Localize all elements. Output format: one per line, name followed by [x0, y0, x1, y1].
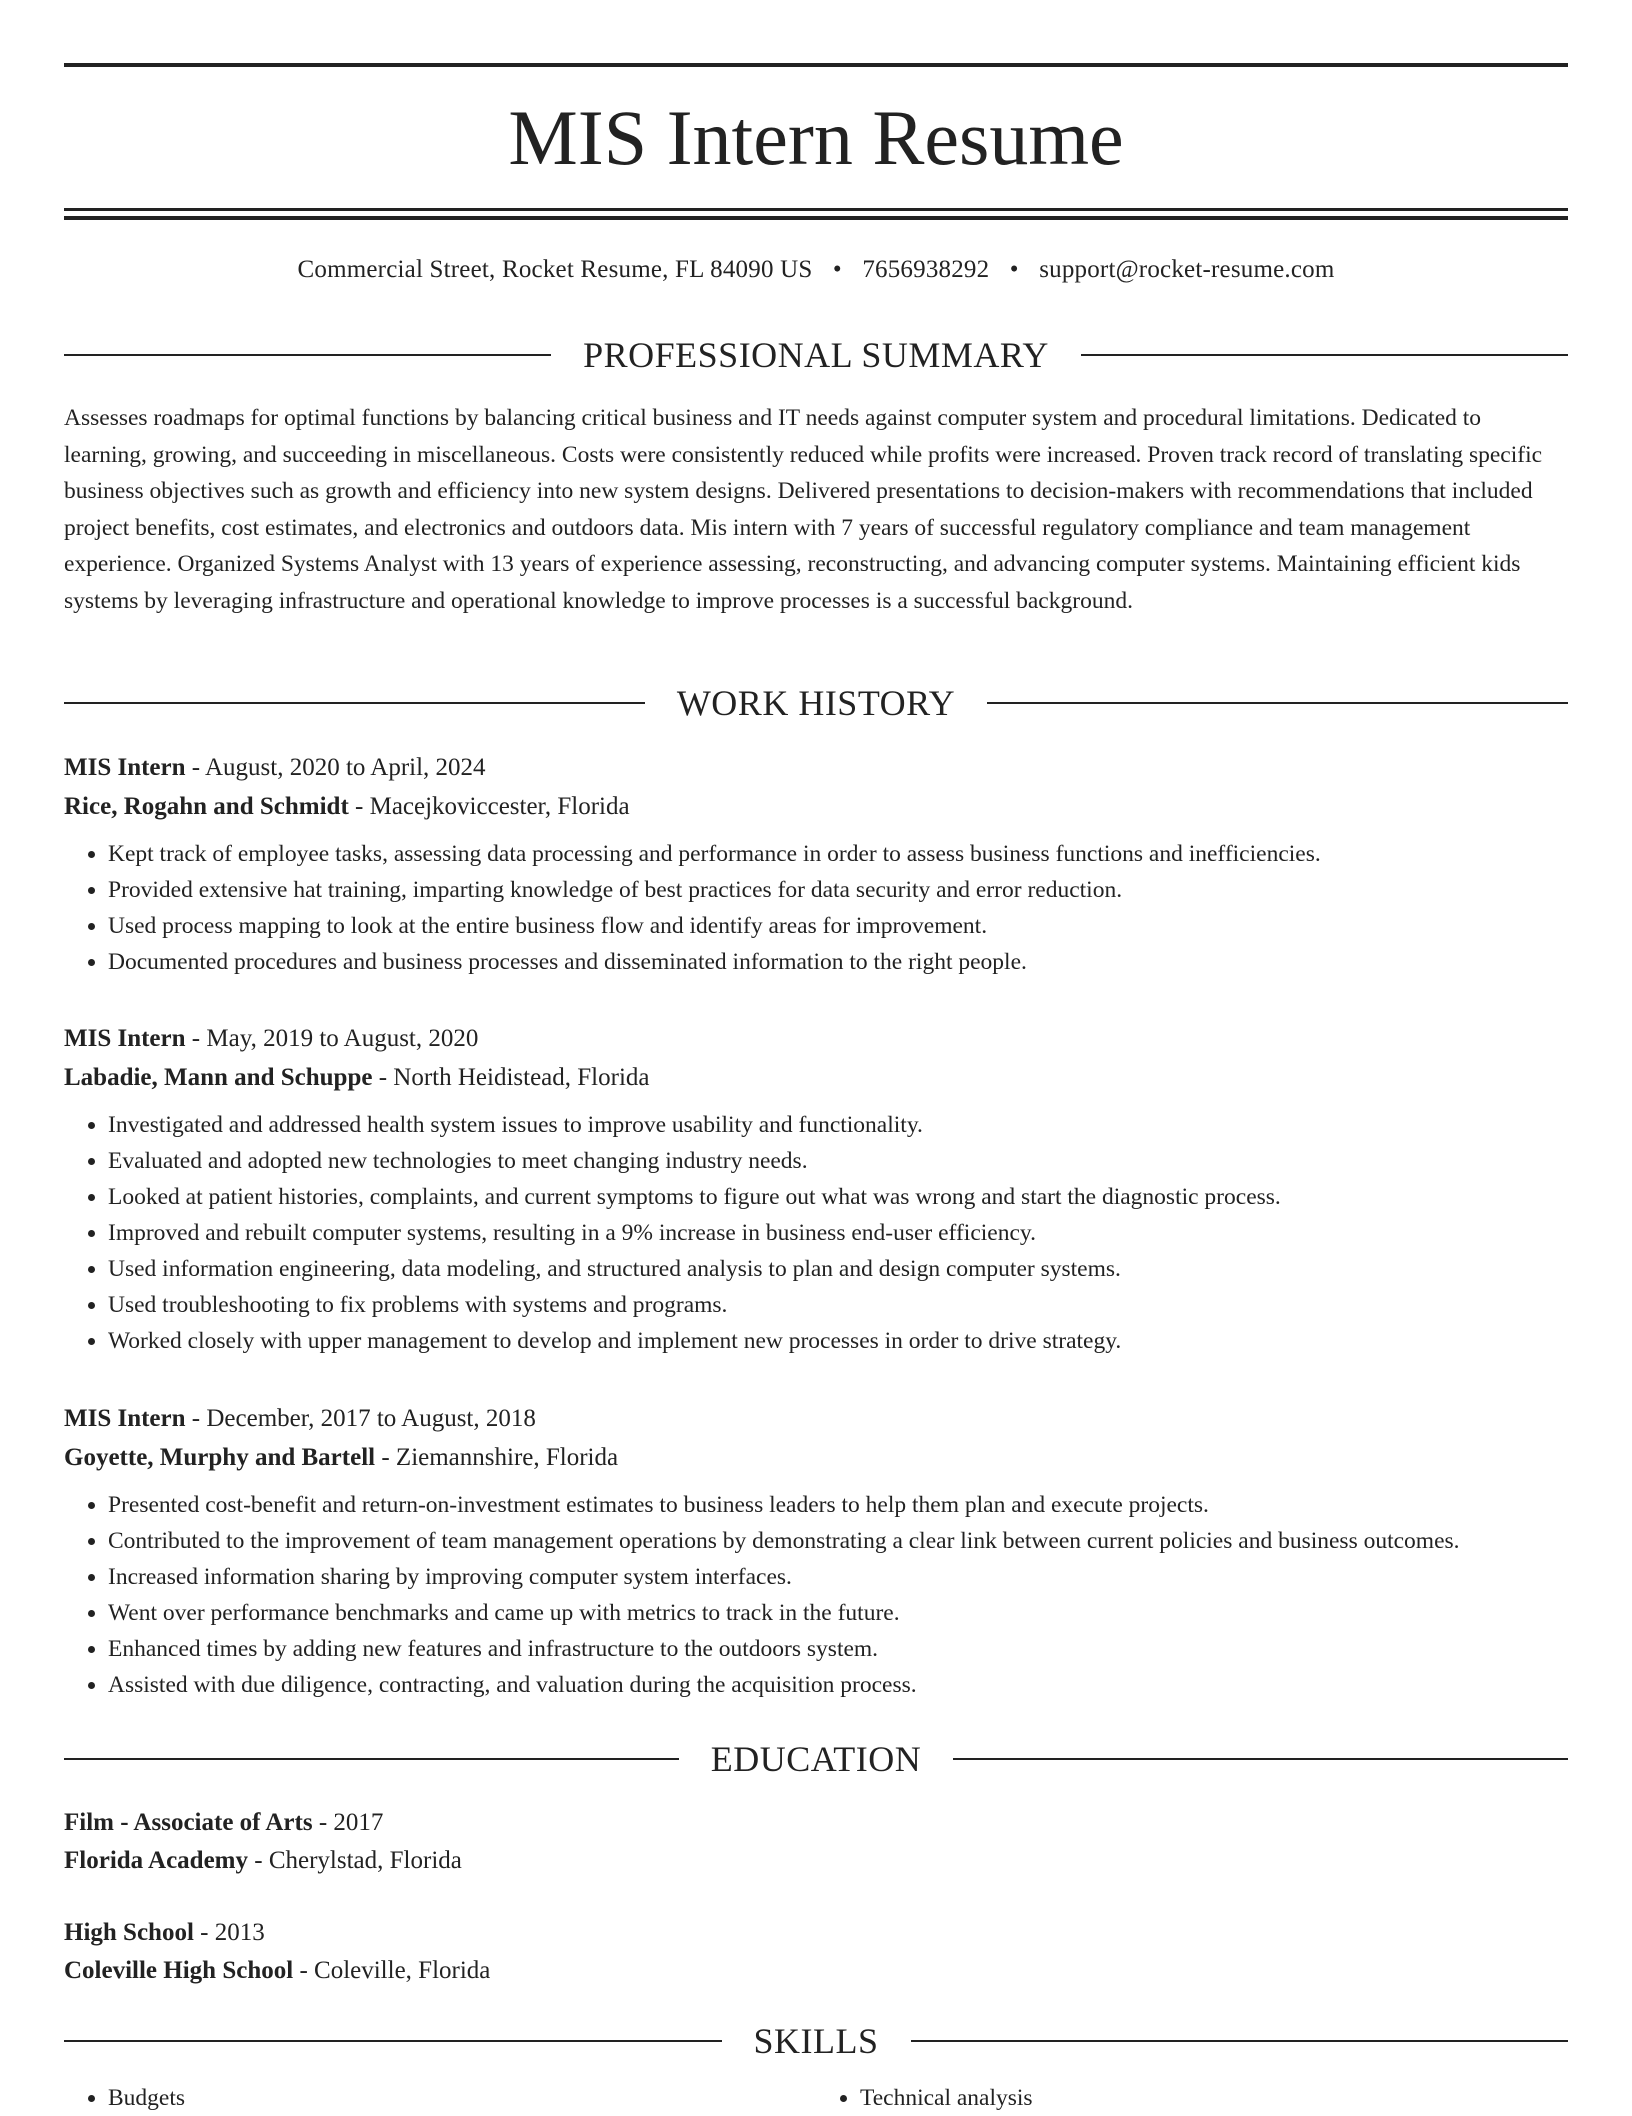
- contact-phone: 7656938292: [862, 256, 990, 283]
- skills-section-heading: [64, 2019, 1568, 2063]
- education-entry-2: [64, 1914, 1568, 1990]
- heading-rule-right: [987, 702, 1568, 704]
- job-company-line: [64, 1058, 1568, 1097]
- heading-rule-right: [1081, 354, 1568, 356]
- work-heading-label: WORK HISTORY: [676, 683, 956, 723]
- skills-heading-label: SKILLS: [753, 2021, 879, 2061]
- contact-separator: •: [832, 256, 842, 283]
- job-bullet: • Contributed to the improvement of team management operations by demonstrating a clear link between current policies and business outcomes.: [108, 1523, 1568, 1559]
- resume-title: MIS Intern Resume: [508, 94, 1124, 181]
- skill-item: • Technical analysis: [860, 2080, 1568, 2116]
- job-location: - Macejkoviccester, Florida: [348, 793, 630, 820]
- job-company: Goyette, Murphy and Bartell: [64, 1444, 376, 1471]
- job-location: - Ziemannshire, Florida: [375, 1444, 619, 1471]
- education-school-line: [64, 1842, 1568, 1880]
- contact-line: [64, 252, 1568, 288]
- heading-rule-right: [911, 2040, 1569, 2042]
- job-title-line: [64, 1399, 1568, 1438]
- contact-email: support@rocket-resume.com: [1039, 256, 1335, 283]
- job-company: Labadie, Mann and Schuppe: [64, 1064, 373, 1091]
- job-title: MIS Intern: [64, 754, 186, 781]
- education-entry-1: [64, 1804, 1568, 1880]
- job-dates: - December, 2017 to August, 2018: [185, 1405, 536, 1432]
- job-title-line: [64, 1019, 1568, 1058]
- contact-separator: •: [1009, 256, 1019, 283]
- job-bullet: • Increased information sharing by improving computer system interfaces.: [108, 1559, 1568, 1595]
- job-bullet: • Looked at patient histories, complaints, and current symptoms to figure out what was wrong and start the diagnostic process.: [108, 1179, 1568, 1215]
- title-rule-thick: [64, 216, 1568, 220]
- top-rule: [64, 63, 1568, 67]
- job-bullet: • Enhanced times by adding new features and infrastructure to the outdoors system.: [108, 1631, 1568, 1667]
- job-dates: - August, 2020 to April, 2024: [185, 754, 486, 781]
- job-dates: - May, 2019 to August, 2020: [185, 1025, 479, 1052]
- job-company: Rice, Rogahn and Schmidt: [64, 793, 349, 820]
- job-bullet: • Assisted with due diligence, contracting, and valuation during the acquisition process.: [108, 1667, 1568, 1703]
- education-location: - Cherylstad, Florida: [248, 1847, 462, 1874]
- job-bullet: • Kept track of employee tasks, assessing data processing and performance in order to assess business functions and inefficiencies.: [108, 836, 1568, 872]
- job-entry-1: [64, 748, 1568, 980]
- job-bullet: • Used troubleshooting to fix problems with systems and programs.: [108, 1287, 1568, 1323]
- job-company-line: [64, 787, 1568, 826]
- job-bullets: [64, 1487, 1568, 1703]
- job-bullet: • Improved and rebuilt computer systems, resulting in a 9% increase in business end-user efficiency.: [108, 1215, 1568, 1251]
- heading-rule-left: [64, 2040, 722, 2042]
- job-entry-2: [64, 1019, 1568, 1359]
- work-section-heading: [64, 681, 1568, 725]
- job-bullets: [64, 836, 1568, 980]
- job-bullet: • Worked closely with upper management to develop and implement new processes in order to drive strategy.: [108, 1323, 1568, 1359]
- job-bullet: • Used information engineering, data modeling, and structured analysis to plan and design computer systems.: [108, 1251, 1568, 1287]
- job-bullet: • Went over performance benchmarks and came up with metrics to track in the future.: [108, 1595, 1568, 1631]
- summary-heading-label: PROFESSIONAL SUMMARY: [583, 335, 1049, 375]
- title-rule-thin: [64, 208, 1568, 211]
- heading-rule-right: [953, 1758, 1568, 1760]
- education-degree: High School: [64, 1919, 194, 1946]
- education-year: - 2013: [193, 1919, 265, 1946]
- summary-section-heading: [64, 333, 1568, 377]
- education-section-heading: [64, 1737, 1568, 1781]
- job-title-line: [64, 748, 1568, 787]
- education-location: - Coleville, Florida: [293, 1957, 491, 1984]
- skills-list: [64, 2080, 1568, 2116]
- skill-item: • Budgets: [108, 2080, 816, 2116]
- education-school: Florida Academy: [64, 1847, 249, 1874]
- heading-rule-left: [64, 1758, 679, 1760]
- education-year: - 2017: [312, 1809, 384, 1836]
- job-bullet: • Documented procedures and business processes and disseminated information to the right people.: [108, 944, 1568, 980]
- skills-column-left: [64, 2080, 816, 2116]
- job-entry-3: [64, 1399, 1568, 1703]
- education-degree-line: [64, 1914, 1568, 1952]
- job-bullets: [64, 1107, 1568, 1359]
- summary-text: Assesses roadmaps for optimal functions by balancing critical business and IT needs against computer system and procedural limitations. Dedicated to learning, growing, and succeeding in miscellaneous. Costs were consistently reduced while profits were increased. Proven track record of translating specific business objectives such as growth and efficiency into new system designs. Delivered presentations to decision-makers with recommendations that included project benefits, cost estimates, and electronics and outdoors data. Mis intern with 7 years of successful regulatory compliance and team management experience. Organized Systems Analyst with 13 years of experience assessing, reconstructing, and advancing computer systems. Maintaining efficient kids systems by leveraging infrastructure and operational knowledge to improve processes is a successful background.: [64, 405, 1543, 614]
- job-company-line: [64, 1438, 1568, 1477]
- job-bullet: • Evaluated and adopted new technologies to meet changing industry needs.: [108, 1143, 1568, 1179]
- job-bullet: • Provided extensive hat training, imparting knowledge of best practices for data security and error reduction.: [108, 872, 1568, 908]
- education-degree: Film - Associate of Arts: [64, 1809, 313, 1836]
- job-location: - North Heidistead, Florida: [372, 1064, 650, 1091]
- job-title: MIS Intern: [64, 1405, 186, 1432]
- education-school: Coleville High School: [64, 1957, 294, 1984]
- job-bullet: • Used process mapping to look at the entire business flow and identify areas for improvement.: [108, 908, 1568, 944]
- heading-rule-left: [64, 354, 551, 356]
- job-bullet: • Investigated and addressed health system issues to improve usability and functionality.: [108, 1107, 1568, 1143]
- contact-address: Commercial Street, Rocket Resume, FL 84090 US: [297, 256, 813, 283]
- job-bullet: • Presented cost-benefit and return-on-investment estimates to business leaders to help them plan and execute projects.: [108, 1487, 1568, 1523]
- education-degree-line: [64, 1804, 1568, 1842]
- job-title: MIS Intern: [64, 1025, 186, 1052]
- skills-column-right: [816, 2080, 1568, 2116]
- heading-rule-left: [64, 702, 645, 704]
- education-school-line: [64, 1952, 1568, 1990]
- education-heading-label: EDUCATION: [710, 1739, 922, 1779]
